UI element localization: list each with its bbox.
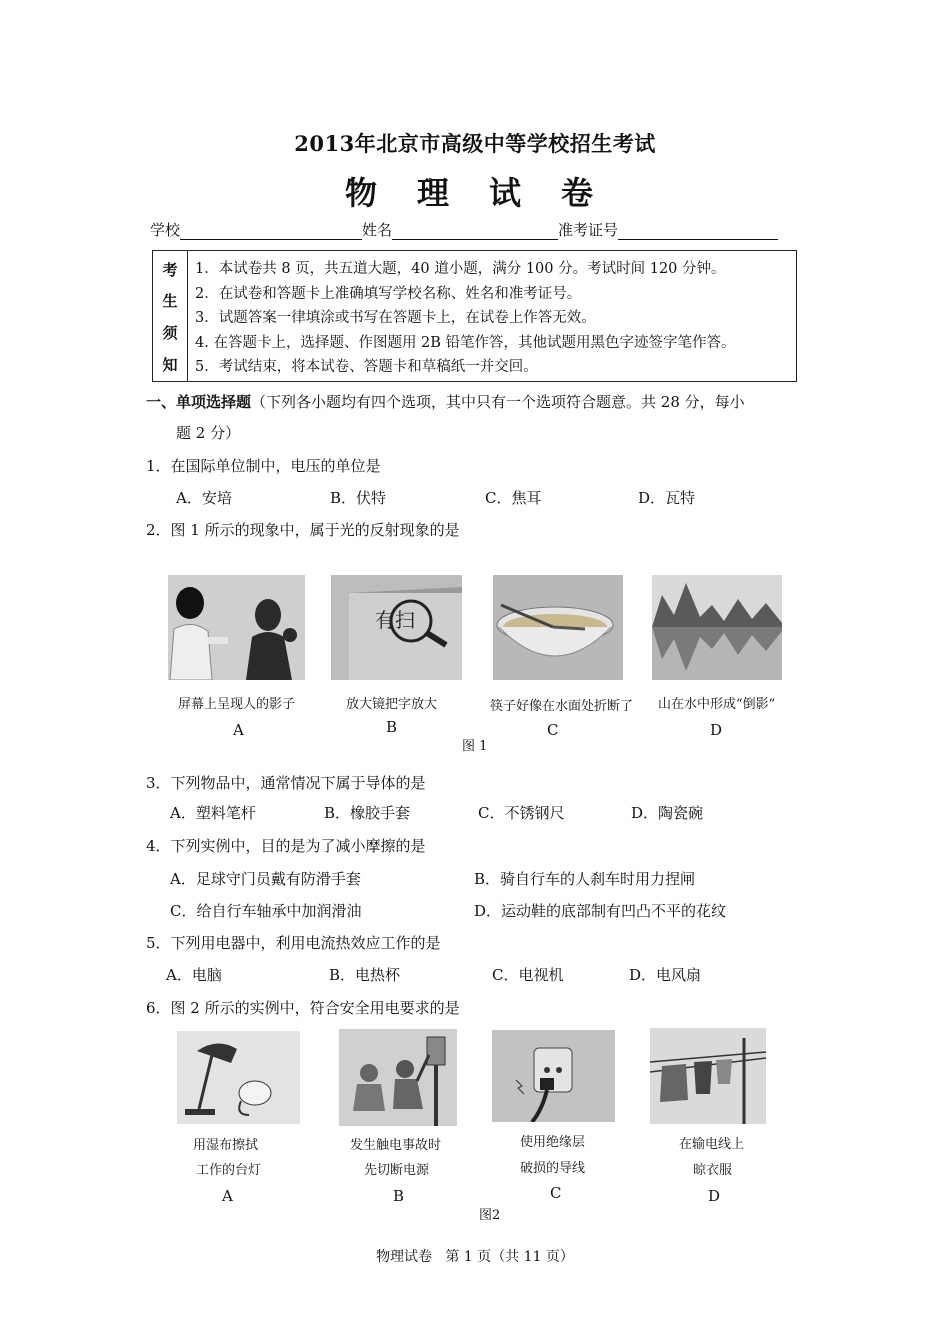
fig2-caption-c-line2: 破损的导线 [520,1161,586,1176]
fig2-caption-d-line1: 在输电线上 [679,1137,745,1152]
figure-1-label: 图 1 [462,739,488,754]
fig2-letter-a: A [222,1187,233,1205]
notice-line: 3．试题答案一律填涂或书写在答题卡上，在试卷上作答无效。 [195,310,596,326]
notice-lines [195,257,736,380]
q5-option-a[interactable]: A．电脑 [166,966,222,984]
fig2-caption-b-line2: 先切断电源 [364,1163,430,1178]
notice-heading-char: 考 [162,261,178,279]
fig2-caption-a-line2: 工作的台灯 [196,1163,262,1178]
section-header [146,392,745,412]
section-desc-cont: 题 2 分） [176,424,241,442]
fig1-caption-a: 屏幕上呈现人的影子 [178,697,296,712]
q4-option-c[interactable]: C．给自行车轴承中加润滑油 [170,902,362,920]
notice-line: 2．在试卷和答题卡上准确填写学校名称、姓名和准考证号。 [195,285,582,302]
fig1-image-c [493,575,623,680]
fig1-caption-c: 筷子好像在水面处折断了 [490,699,634,714]
q1-option-b[interactable]: B．伏特 [330,489,387,507]
section-title: 一、单项选择题 [146,393,252,411]
question-6-stem: 6．图 2 所示的实例中，符合安全用电要求的是 [146,999,460,1017]
candidate-notice-box [152,250,797,382]
fig2-caption-d-line2: 晾衣服 [693,1163,733,1178]
q1-option-d[interactable]: D．瓦特 [638,489,696,507]
page-footer: 物理试卷 第 1 页（共 11 页） [376,1249,574,1265]
figure-2-label: 图2 [479,1208,501,1223]
q4-option-d[interactable]: D．运动鞋的底部制有凹凸不平的花纹 [474,902,727,920]
q4-option-b[interactable]: B．骑自行车的人刹车时用力捏闸 [474,870,696,888]
name-label: 姓名 [362,221,393,239]
notice-heading-char: 知 [162,356,178,374]
fig1-image-a [168,575,305,680]
fig2-image-c [492,1030,615,1122]
notice-heading-char: 生 [162,292,178,310]
fig2-letter-c: C [550,1184,562,1202]
fig2-letter-b: B [393,1187,405,1205]
question-4-stem: 4．下列实例中，目的是为了减小摩擦的是 [146,837,426,855]
info-fields [150,220,778,240]
damaged-wire-illustration [492,1030,615,1122]
fig1-caption-b: 放大镜把字放大 [346,697,438,712]
magnified-text: 有扫 [375,608,415,632]
question-2-stem: 2．图 1 所示的现象中，属于光的反射现象的是 [146,521,460,539]
q3-option-c[interactable]: C．不锈钢尺 [478,804,565,822]
notice-line: 1．本试卷共 8 页，共五道大题，40 道小题，满分 100 分。考试时间 120 分钟。 [195,261,726,277]
desk-lamp-illustration [177,1031,300,1124]
q3-option-a[interactable]: A．塑料笔杆 [170,804,256,822]
q3-option-d[interactable]: D．陶瓷碗 [631,804,704,822]
school-field[interactable] [180,223,362,240]
shadow-person-illustration [168,575,305,680]
notice-heading [153,251,188,381]
notice-heading-char: 须 [162,324,178,342]
fig2-caption-c-line1: 使用绝缘层 [520,1135,586,1150]
fig2-image-a [177,1031,300,1124]
notice-line: 4. 在答题卡上，选择题、作图题用 2B 铅笔作答，其他试题用黑色字迹签字笔作答。 [195,334,736,351]
school-label: 学校 [150,221,181,239]
fig1-image-b [331,575,462,680]
fig1-letter-d: D [710,721,723,739]
mountain-reflection-illustration [652,575,782,680]
q1-option-a[interactable]: A．安培 [176,489,232,507]
exam-title: 2013年北京市高级中等学校招生考试 [294,131,656,156]
fig2-letter-d: D [708,1187,721,1205]
q5-option-b[interactable]: B．电热杯 [329,966,401,984]
fig2-caption-b-line1: 发生触电事故时 [350,1138,442,1153]
fig1-image-d [652,575,782,680]
question-5-stem: 5．下列用电器中，利用电流热效应工作的是 [146,934,441,952]
section-desc: （下列各小题均有四个选项，其中只有一个选项符合题意。共 28 分，每小 [251,393,745,411]
fig2-image-b [339,1029,457,1126]
subject-title: 物理试卷 [344,174,633,212]
notice-line: 5．考试结束，将本试卷、答题卡和草稿纸一并交回。 [195,359,538,375]
fig1-letter-b: B [386,718,398,736]
fig1-letter-c: C [547,721,559,739]
fig1-letter-a: A [233,721,244,739]
exam-id-field[interactable] [618,223,778,240]
q1-option-c[interactable]: C．焦耳 [485,489,542,507]
fig2-caption-a-line1: 用湿布擦拭 [193,1138,259,1153]
fig1-caption-d: 山在水中形成“倒影” [658,697,776,712]
magnifier-illustration [331,575,462,680]
q4-option-a[interactable]: A．足球守门员戴有防滑手套 [170,870,361,888]
question-1-stem: 1．在国际单位制中，电压的单位是 [146,457,381,475]
electric-rescue-illustration [339,1029,457,1126]
q5-option-d[interactable]: D．电风扇 [629,966,702,984]
q5-option-c[interactable]: C．电视机 [492,966,564,984]
fig2-image-d [650,1028,766,1124]
question-3-stem: 3．下列物品中，通常情况下属于导体的是 [146,774,426,792]
exam-id-label: 准考证号 [558,221,619,239]
name-field[interactable] [392,223,558,240]
q3-option-b[interactable]: B．橡胶手套 [324,804,411,822]
laundry-on-power-line-illustration [650,1028,766,1124]
bowl-chopsticks-illustration [493,575,623,680]
